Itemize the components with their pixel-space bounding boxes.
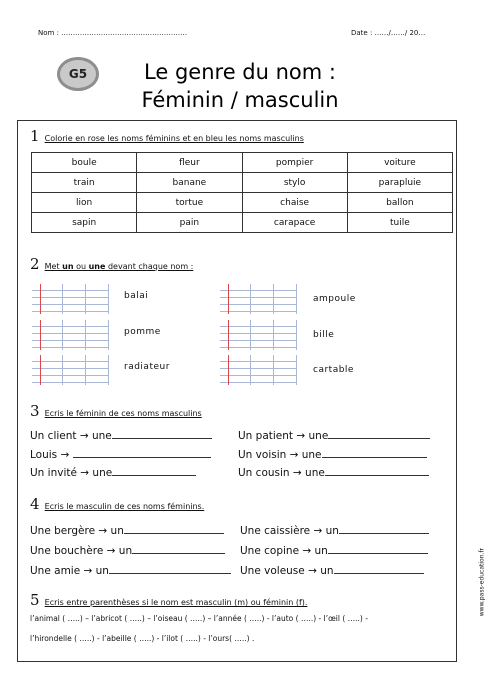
noun-cell[interactable]: sapin [32, 213, 137, 233]
section-1-heading [30, 126, 304, 145]
noun-cell[interactable]: boule [32, 153, 137, 173]
section-number: 4 [30, 495, 40, 513]
noun-cell[interactable]: banane [137, 173, 242, 193]
gender-line[interactable]: l’hirondelle ( …..) - l’abeille ( …..) - l’ilot ( …..) - l’ours( …..) . [30, 634, 255, 643]
writing-lines[interactable] [220, 320, 297, 350]
section-2-heading [30, 254, 193, 273]
section-number: 5 [30, 591, 40, 609]
prompt-text: Un patient → une [238, 430, 329, 442]
section-instruction: Colorie en rose les noms féminins et en bleu les noms masculins [44, 134, 304, 143]
exercise-row [238, 448, 427, 461]
exercise-row [30, 564, 231, 577]
prompt-text: Un invité → une [30, 467, 113, 479]
exercise-row [30, 448, 211, 461]
section-number: 2 [30, 255, 40, 273]
gender-line[interactable]: l’animal ( …..) – l’abricot ( …..) – l’oiseau ( …..) – l’année ( …..) - l’auto ( …..) - l’œil ( …..) - [30, 614, 368, 623]
noun-cell[interactable]: ballon [347, 193, 452, 213]
exercise-row [30, 544, 225, 557]
noun-cell[interactable]: carapace [242, 213, 347, 233]
noun-cell[interactable]: stylo [242, 173, 347, 193]
exercise-row [240, 544, 428, 557]
section-instruction: Ecris le masculin de ces noms féminins. [44, 502, 205, 511]
word-label: balai [124, 291, 149, 301]
word-label: ampoule [313, 294, 356, 304]
prompt-text: Une copine → un [240, 545, 328, 557]
noun-cell[interactable]: tuile [347, 213, 452, 233]
exercise-row [30, 466, 196, 479]
noun-cell[interactable]: train [32, 173, 137, 193]
writing-lines[interactable] [32, 320, 109, 350]
table-row [32, 173, 453, 193]
noun-cell[interactable]: fleur [137, 153, 242, 173]
prompt-text: Un client → une [30, 430, 112, 442]
answer-blank[interactable] [124, 524, 224, 534]
writing-lines[interactable] [32, 355, 109, 385]
section-5-heading [30, 590, 307, 609]
noun-cell[interactable]: voiture [347, 153, 452, 173]
exercise-row [30, 524, 224, 537]
article-un: un [62, 262, 74, 271]
answer-blank[interactable] [112, 466, 196, 476]
writing-lines[interactable] [220, 284, 297, 314]
page-title-line1: Le genre du nom : [144, 60, 336, 84]
answer-blank[interactable] [328, 429, 430, 439]
noun-cell[interactable]: pain [137, 213, 242, 233]
prompt-text: Une voleuse → un [240, 565, 334, 577]
level-badge: G5 [57, 57, 99, 91]
exercise-row [30, 429, 212, 442]
date-field: Date : ……/……/ 20… [351, 29, 426, 37]
table-row [32, 153, 453, 173]
instruction-text: Met [44, 262, 63, 271]
answer-blank[interactable] [322, 448, 427, 458]
word-label: pomme [124, 327, 161, 337]
section-number: 1 [30, 127, 40, 145]
name-field: Nom : ……………………………………………… [38, 29, 188, 37]
word-label: radiateur [124, 362, 170, 372]
exercise-row [238, 429, 430, 442]
word-label: bille [313, 330, 335, 340]
answer-blank[interactable] [328, 544, 428, 554]
instruction-text: ou [73, 262, 89, 271]
section-4-heading [30, 494, 204, 513]
exercise-row [238, 466, 429, 479]
answer-blank[interactable] [109, 564, 231, 574]
nouns-table [31, 152, 453, 233]
exercise-row [240, 524, 429, 537]
noun-cell[interactable]: tortue [137, 193, 242, 213]
prompt-text: Une bouchère → un [30, 545, 133, 557]
article-une: une [88, 262, 106, 271]
prompt-text: Une amie → un [30, 565, 109, 577]
noun-cell[interactable]: pompier [242, 153, 347, 173]
writing-lines[interactable] [220, 355, 297, 385]
section-instruction: Ecris entre parenthèses si le nom est masculin (m) ou féminin (f). [44, 598, 308, 607]
answer-blank[interactable] [112, 429, 212, 439]
answer-blank[interactable] [73, 448, 211, 458]
answer-blank[interactable] [339, 524, 429, 534]
table-row [32, 213, 453, 233]
answer-blank[interactable] [334, 564, 424, 574]
prompt-text: Une caissière → un [240, 525, 339, 537]
noun-cell[interactable]: parapluie [347, 173, 452, 193]
noun-cell[interactable]: chaise [242, 193, 347, 213]
table-row [32, 193, 453, 213]
noun-cell[interactable]: lion [32, 193, 137, 213]
writing-lines[interactable] [32, 284, 109, 314]
prompt-text: Une bergère → un [30, 525, 124, 537]
prompt-text: Un voisin → une [238, 449, 322, 461]
word-label: cartable [313, 365, 354, 375]
page-title-line2: Féminin / masculin [141, 88, 339, 112]
answer-blank[interactable] [325, 466, 429, 476]
source-url: www.pass-education.fr [478, 548, 485, 617]
section-3-heading [30, 401, 202, 420]
instruction-text: devant chaque nom : [105, 262, 194, 271]
prompt-text: Un cousin → une [238, 467, 325, 479]
exercise-row [240, 564, 424, 577]
section-instruction [45, 262, 194, 271]
section-number: 3 [30, 402, 40, 420]
section-instruction: Ecris le féminin de ces noms masculins [44, 409, 202, 418]
answer-blank[interactable] [132, 544, 225, 554]
prompt-text: Louis → [30, 449, 73, 461]
